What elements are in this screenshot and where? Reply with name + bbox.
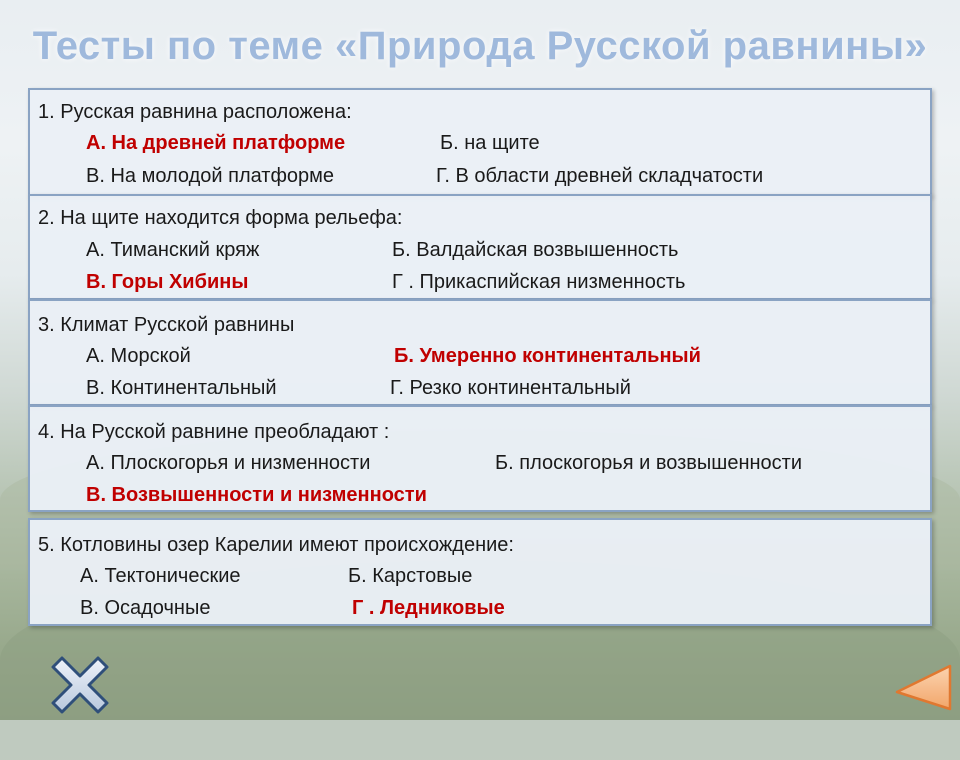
back-arrow-icon	[893, 662, 953, 712]
answer-option-b[interactable]: Б. плоскогорья и возвышенности	[495, 452, 803, 474]
answer-option-a[interactable]: А. Тиманский кряж	[86, 239, 260, 261]
answer-option-c[interactable]: В. Осадочные	[80, 597, 211, 619]
page-title: Тесты по теме «Природа Русской равнины»	[32, 24, 928, 68]
back-button[interactable]	[893, 662, 953, 712]
question-text: 5. Котловины озер Карелии имеют происхождение:	[38, 534, 514, 556]
answer-option-a[interactable]: А. На древней платформе	[86, 132, 346, 154]
question-text: 3. Климат Русской равнины	[38, 314, 295, 336]
close-x-icon	[50, 655, 110, 715]
question-card-5	[28, 518, 932, 626]
question-card-2	[28, 194, 932, 300]
answer-option-b[interactable]: Б. Умеренно континентальный	[394, 345, 701, 367]
answer-option-a[interactable]: А. Морской	[86, 345, 191, 367]
answer-option-d[interactable]: Г. В области древней складчатости	[436, 165, 764, 187]
answer-option-b[interactable]: Б. Карстовые	[348, 565, 473, 587]
answer-option-d[interactable]: Г . Прикаспийская низменность	[392, 271, 686, 293]
question-text: 1. Русская равнина расположена:	[38, 101, 352, 123]
close-button[interactable]	[50, 655, 110, 715]
question-card-1	[28, 88, 932, 196]
question-text: 2. На щите находится форма рельефа:	[38, 207, 403, 229]
answer-option-a[interactable]: А. Плоскогорья и низменности	[86, 452, 371, 474]
answer-option-d[interactable]: Г. Резко континентальный	[390, 377, 631, 399]
question-card-4	[28, 405, 932, 512]
answer-option-b[interactable]: Б. на щите	[440, 132, 540, 154]
answer-option-c[interactable]: В. Возвышенности и низменности	[86, 484, 427, 506]
answer-option-a[interactable]: А. Тектонические	[80, 565, 241, 587]
answer-option-b[interactable]: Б. Валдайская возвышенность	[392, 239, 679, 261]
answer-option-c[interactable]: В. На молодой платформе	[86, 165, 335, 187]
answer-option-c[interactable]: В. Континентальный	[86, 377, 277, 399]
question-card-3	[28, 299, 932, 406]
question-text: 4. На Русской равнине преобладают :	[38, 421, 390, 443]
answer-option-d[interactable]: Г . Ледниковые	[352, 597, 505, 619]
answer-option-c[interactable]: В. Горы Хибины	[86, 271, 249, 293]
